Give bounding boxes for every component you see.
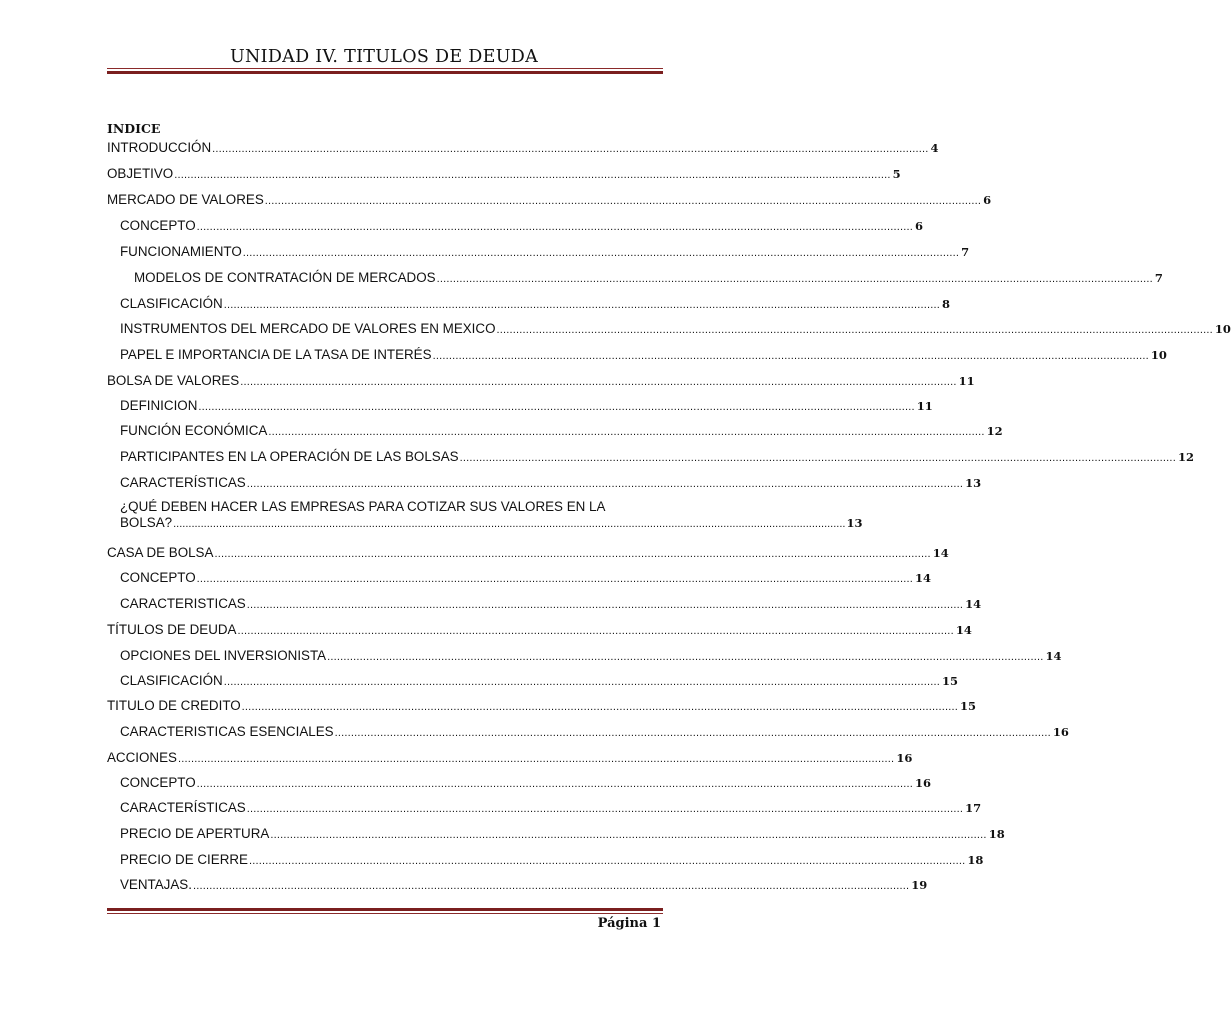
dot-leader: ............................................................................................................................................................................................................................	[246, 599, 964, 611]
dot-leader: ............................................................................................................................................................................................................................	[196, 221, 914, 233]
toc-entry-page: 19	[911, 878, 928, 892]
toc-entry-page: 16	[1052, 725, 1069, 739]
dot-leader: ............................................................................................................................................................................................................................	[246, 478, 964, 490]
toc-entry[interactable]	[120, 296, 951, 311]
dot-leader: ............................................................................................................................................................................................................................	[196, 778, 914, 790]
toc-entry-label: VENTAJAS.	[120, 877, 192, 892]
toc-entry-page: 4	[930, 141, 939, 155]
toc-entry-label: OPCIONES DEL INVERSIONISTA	[120, 648, 327, 663]
toc-entry[interactable]	[120, 877, 928, 892]
dot-leader: ............................................................................................................................................................................................................................	[240, 376, 957, 388]
toc-entry[interactable]	[120, 244, 970, 259]
dot-leader: ............................................................................................................................................................................................................................	[237, 625, 954, 637]
toc-entry-page: 14	[965, 597, 982, 611]
dot-leader: ............................................................................................................................................................................................................................	[223, 299, 941, 311]
toc-entry[interactable]	[120, 423, 1003, 438]
toc-entry-page: 16	[915, 776, 932, 790]
toc-entry-label: CONCEPTO	[120, 570, 196, 585]
toc-entry[interactable]	[107, 373, 975, 388]
toc-entry[interactable]	[107, 166, 901, 181]
toc-heading: INDICE	[107, 121, 161, 136]
toc-entry[interactable]	[120, 499, 863, 530]
toc-entry-label: CASA DE BOLSA	[107, 545, 214, 560]
toc-entry-label: INTRODUCCIÓN	[107, 140, 212, 155]
toc-entry-page: 12	[986, 424, 1003, 438]
dot-leader: ............................................................................................................................................................................................................................	[264, 195, 982, 207]
toc-entry[interactable]	[120, 570, 932, 585]
toc-entry[interactable]	[120, 347, 1167, 362]
toc-entry-page: 14	[1045, 649, 1062, 663]
toc-entry[interactable]	[107, 192, 992, 207]
toc-entry-page: 11	[958, 374, 975, 388]
toc-entry-page: 14	[932, 546, 949, 560]
dot-leader: ............................................................................................................................................................................................................................	[248, 855, 966, 867]
toc-entry-page: 18	[967, 853, 984, 867]
toc-entry-page: 16	[896, 751, 913, 765]
toc-entry-label: CONCEPTO	[120, 775, 196, 790]
toc-entry-label: PAPEL E IMPORTANCIA DE LA TASA DE INTERÉS	[120, 347, 432, 362]
dot-leader: ............................................................................................................................................................................................................................	[242, 247, 960, 259]
toc-entry-label: PARTICIPANTES EN LA OPERACIÓN DE LAS BOLSAS	[120, 449, 459, 464]
toc-entry-label: CLASIFICACIÓN	[120, 296, 223, 311]
dot-leader: ............................................................................................................................................................................................................................	[327, 651, 1044, 663]
dot-leader: ............................................................................................................................................................................................................................	[214, 548, 931, 560]
toc-entry-label: ACCIONES	[107, 750, 177, 765]
toc-entry-page: 13	[965, 476, 982, 490]
toc-entry-label: CARACTERISTICAS ESENCIALES	[120, 724, 334, 739]
dot-leader: ............................................................................................................................................................................................................................	[246, 803, 964, 815]
toc-entry-page: 10	[1214, 322, 1231, 336]
toc-entry-label: CLASIFICACIÓN	[120, 673, 223, 688]
toc-entry-label: MODELOS DE CONTRATACIÓN DE MERCADOS	[134, 270, 436, 285]
dot-leader: ............................................................................................................................................................................................................................	[173, 518, 846, 530]
dot-leader: ............................................................................................................................................................................................................................	[198, 401, 915, 413]
dot-leader: ............................................................................................................................................................................................................................	[192, 880, 910, 892]
dot-leader: ............................................................................................................................................................................................................................	[223, 676, 941, 688]
dot-leader: ............................................................................................................................................................................................................................	[334, 727, 1051, 739]
dot-leader: ............................................................................................................................................................................................................................	[268, 426, 985, 438]
footer-page-number: Página 1	[597, 916, 661, 931]
toc-entry[interactable]	[134, 270, 1163, 285]
toc-entry[interactable]	[120, 596, 982, 611]
toc-entry[interactable]	[107, 750, 913, 765]
toc-entry[interactable]	[120, 475, 982, 490]
toc-entry-label: FUNCIÓN ECONÓMICA	[120, 423, 268, 438]
dot-leader: ............................................................................................................................................................................................................................	[436, 273, 1153, 285]
toc-entry-label: PRECIO DE CIERRE	[120, 852, 248, 867]
document-header-title: UNIDAD IV. TITULOS DE DEUDA	[229, 47, 539, 67]
dot-leader: ............................................................................................................................................................................................................................	[432, 350, 1149, 362]
toc-entry-label: PRECIO DE APERTURA	[120, 826, 270, 841]
toc-entry-page: 10	[1150, 348, 1167, 362]
toc-entry-label: CARACTERÍSTICAS	[120, 475, 246, 490]
toc-entry[interactable]	[120, 800, 982, 815]
toc-entry-label: CARACTERÍSTICAS	[120, 800, 246, 815]
toc-entry-label: CARACTERISTICAS	[120, 596, 246, 611]
toc-entry-label-continued: BOLSA?	[120, 515, 173, 530]
dot-leader: ............................................................................................................................................................................................................................	[241, 701, 959, 713]
dot-leader: ............................................................................................................................................................................................................................	[212, 143, 929, 155]
toc-entry-label: FUNCIONAMIENTO	[120, 244, 242, 259]
toc-entry[interactable]	[120, 321, 1231, 336]
dot-leader: ............................................................................................................................................................................................................................	[496, 324, 1213, 336]
toc-entry[interactable]	[107, 622, 972, 637]
toc-entry-page: 18	[988, 827, 1005, 841]
dot-leader: ............................................................................................................................................................................................................................	[196, 573, 914, 585]
dot-leader: ............................................................................................................................................................................................................................	[174, 169, 891, 181]
toc-entry-page: 7	[961, 245, 970, 259]
dot-leader: ............................................................................................................................................................................................................................	[177, 753, 895, 765]
dot-leader: ............................................................................................................................................................................................................................	[270, 829, 987, 841]
toc-entry[interactable]	[120, 826, 1005, 841]
toc-entry[interactable]	[107, 698, 977, 713]
toc-entry-label: TITULO DE CREDITO	[107, 698, 241, 713]
toc-entry[interactable]	[120, 218, 924, 233]
toc-entry-page: 6	[915, 219, 924, 233]
toc-entry-label: MERCADO DE VALORES	[107, 192, 264, 207]
toc-entry-label: TÍTULOS DE DEUDA	[107, 622, 237, 637]
toc-entry[interactable]	[120, 852, 984, 867]
toc-entry[interactable]	[107, 545, 949, 560]
toc-entry[interactable]	[120, 775, 932, 790]
toc-entry[interactable]	[120, 673, 959, 688]
toc-entry-page: 12	[1177, 450, 1194, 464]
toc-entry-page: 8	[942, 297, 951, 311]
toc-entry-label: BOLSA DE VALORES	[107, 373, 240, 388]
toc-entry[interactable]	[120, 398, 933, 413]
toc-entry-label: DEFINICION	[120, 398, 198, 413]
footer-divider	[107, 908, 663, 914]
toc-entry-page: 11	[916, 399, 933, 413]
toc-entry-page: 13	[846, 516, 863, 530]
toc-entry-label: CONCEPTO	[120, 218, 196, 233]
toc-entry-page: 17	[965, 801, 982, 815]
toc-entry[interactable]	[120, 648, 1062, 663]
toc-entry-page: 15	[942, 674, 959, 688]
toc-entry[interactable]	[120, 724, 1069, 739]
toc-entry-page: 5	[892, 167, 901, 181]
toc-entry-label: OBJETIVO	[107, 166, 174, 181]
toc-entry-label: INSTRUMENTOS DEL MERCADO DE VALORES EN MEXICO	[120, 321, 496, 336]
toc-entry-page: 15	[960, 699, 977, 713]
toc-entry-page: 7	[1154, 271, 1163, 285]
toc-entry-page: 14	[915, 571, 932, 585]
toc-entry[interactable]	[107, 140, 939, 155]
toc-entry-label: ¿QUÉ DEBEN HACER LAS EMPRESAS PARA COTIZAR SUS VALORES EN LA	[120, 499, 606, 514]
toc-entry[interactable]	[120, 449, 1194, 464]
toc-entry-page: 14	[955, 623, 972, 637]
toc-entry-page: 6	[983, 193, 992, 207]
dot-leader: ............................................................................................................................................................................................................................	[459, 452, 1176, 464]
